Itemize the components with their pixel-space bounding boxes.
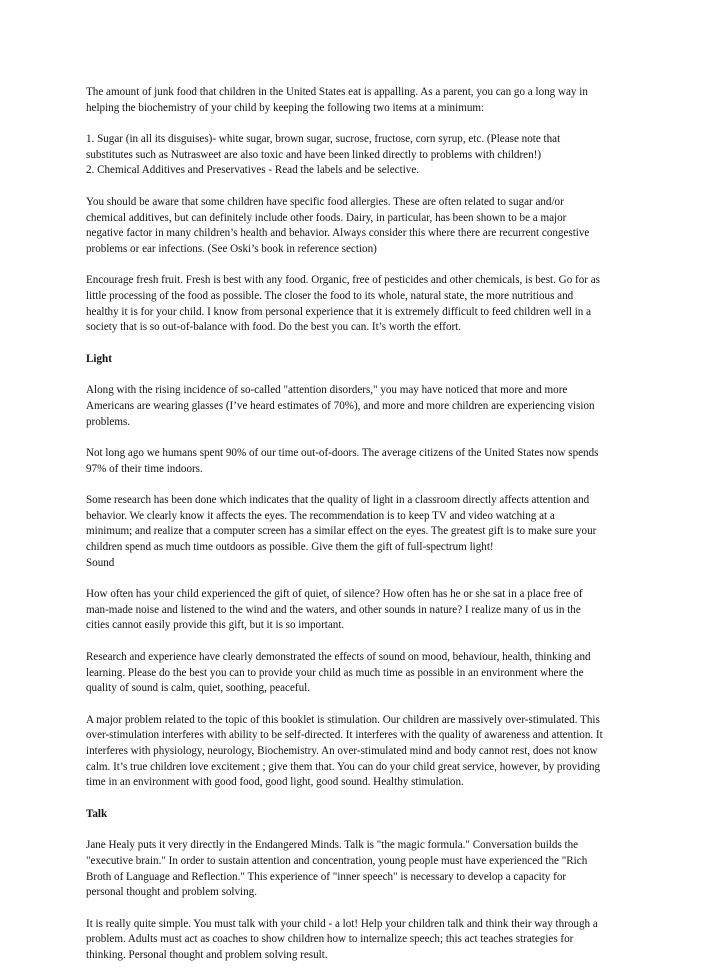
minimum-items-list [86,132,656,179]
paragraph-time-indoors: Not long ago we humans spent 90% of our time out-of-doors. The average citizens of the United States now spends 97% of their time indoors. [86,447,599,475]
paragraph-junk-food: The amount of junk food that children in the United States eat is appalling. As a parent, you can go a long way in helping the biochemistry of your child by keeping the following two items at a minimum: [86,86,588,114]
section-heading-light: Light [86,352,112,365]
section-heading-sound: Sound [86,556,115,569]
document-page [86,85,656,980]
section-heading-talk: Talk [86,807,108,820]
paragraph-food-allergies: You should be aware that some children have specific food allergies. These are often related to sugar and/or chemical additives, but can definitely include other foods. Dairy, in particular, has been shown to be a major negative factor in many children’s health and behavior. Always consider this where there are recurrent congestive problems or ear infections. (See Oski’s book in reference section) [86,195,590,255]
paragraph-magic-formula: Jane Healy puts it very directly in the Endangered Minds. Talk is "the magic formula." Conversation builds the "executive brain." In order to sustain attention and concentration, young people must have experienced the "Rich Broth of Language and Reflection." This experience of "inner speech" is necessary to develop a capacity for personal thought and problem solving. [86,839,588,899]
paragraph-classroom-light: Some research has been done which indicates that the quality of light in a classroom directly affects attention and behavior. We clearly know it affects the eyes. The recommendation is to keep TV and video watching at a minimum; and realize that a computer screen has a similar effect on the eyes. The greatest gift is to make sure your children spend as much time outdoors as possible. Give them the gift of full-spectrum light! [86,494,597,554]
list-item-sugar: 1. Sugar (in all its disguises)- white sugar, brown sugar, sucrose, fructose, corn syrup, etc. (Please note that substitutes such as Nutrasweet are also toxic and have been linked directly to problems with children!) [86,133,561,161]
paragraph-fresh-fruit: Encourage fresh fruit. Fresh is best with any food. Organic, free of pesticides and other chemicals, is best. Go for as little processing of the food as possible. The closer the food to its whole, natural state, the more nutritious and healthy it is for your child. I know from personal experience that it is extremely difficult to feed children well in a society that is so out-of-balance with food. Do the best you can. It’s worth the effort. [86,274,600,334]
paragraph-stimulation: A major problem related to the topic of this booklet is stimulation. Our children are massively over-stimulated. This over-stimulation interferes with ability to be self-directed. It interferes with the quality of awareness and attention. It interferes with physiology, neurology, Biochemistry. An over-stimulated mind and body cannot rest, does not know calm. It’s true children love excitement ; give them that. You can do your child great service, however, by providing time in an environment with good food, good light, good sound. Healthy stimulation. [86,713,603,789]
paragraph-talk-with-child: It is really quite simple. You must talk with your child - a lot! Help your children talk and think their way through a problem. Adults must act as coaches to show children how to internalize speech; this act teaches strategies for thinking. Personal thought and problem solving result. [86,917,598,961]
list-item-chemical-additives: 2. Chemical Additives and Preservatives - Read the labels and be selective. [86,164,420,177]
paragraph-effects-of-sound: Research and experience have clearly demonstrated the effects of sound on mood, behaviour, health, thinking and learning. Please do the best you can to provide your child as much time as possible in an environment where the quality of sound is calm, quiet, soothing, peaceful. [86,651,591,695]
paragraph-attention-disorders: Along with the rising incidence of so-called "attention disorders," you may have noticed that more and more Americans are wearing glasses (I’ve heard estimates of 70%), and more and more children are experiencing vision problems. [86,384,595,428]
paragraph-gift-of-quiet: How often has your child experienced the gift of quiet, of silence? How often has he or she sat in a place free of man-made noise and listened to the wind and the waters, and other sounds in nature? I realize many of us in the cities cannot easily provide this gift, but it is so important. [86,588,583,632]
